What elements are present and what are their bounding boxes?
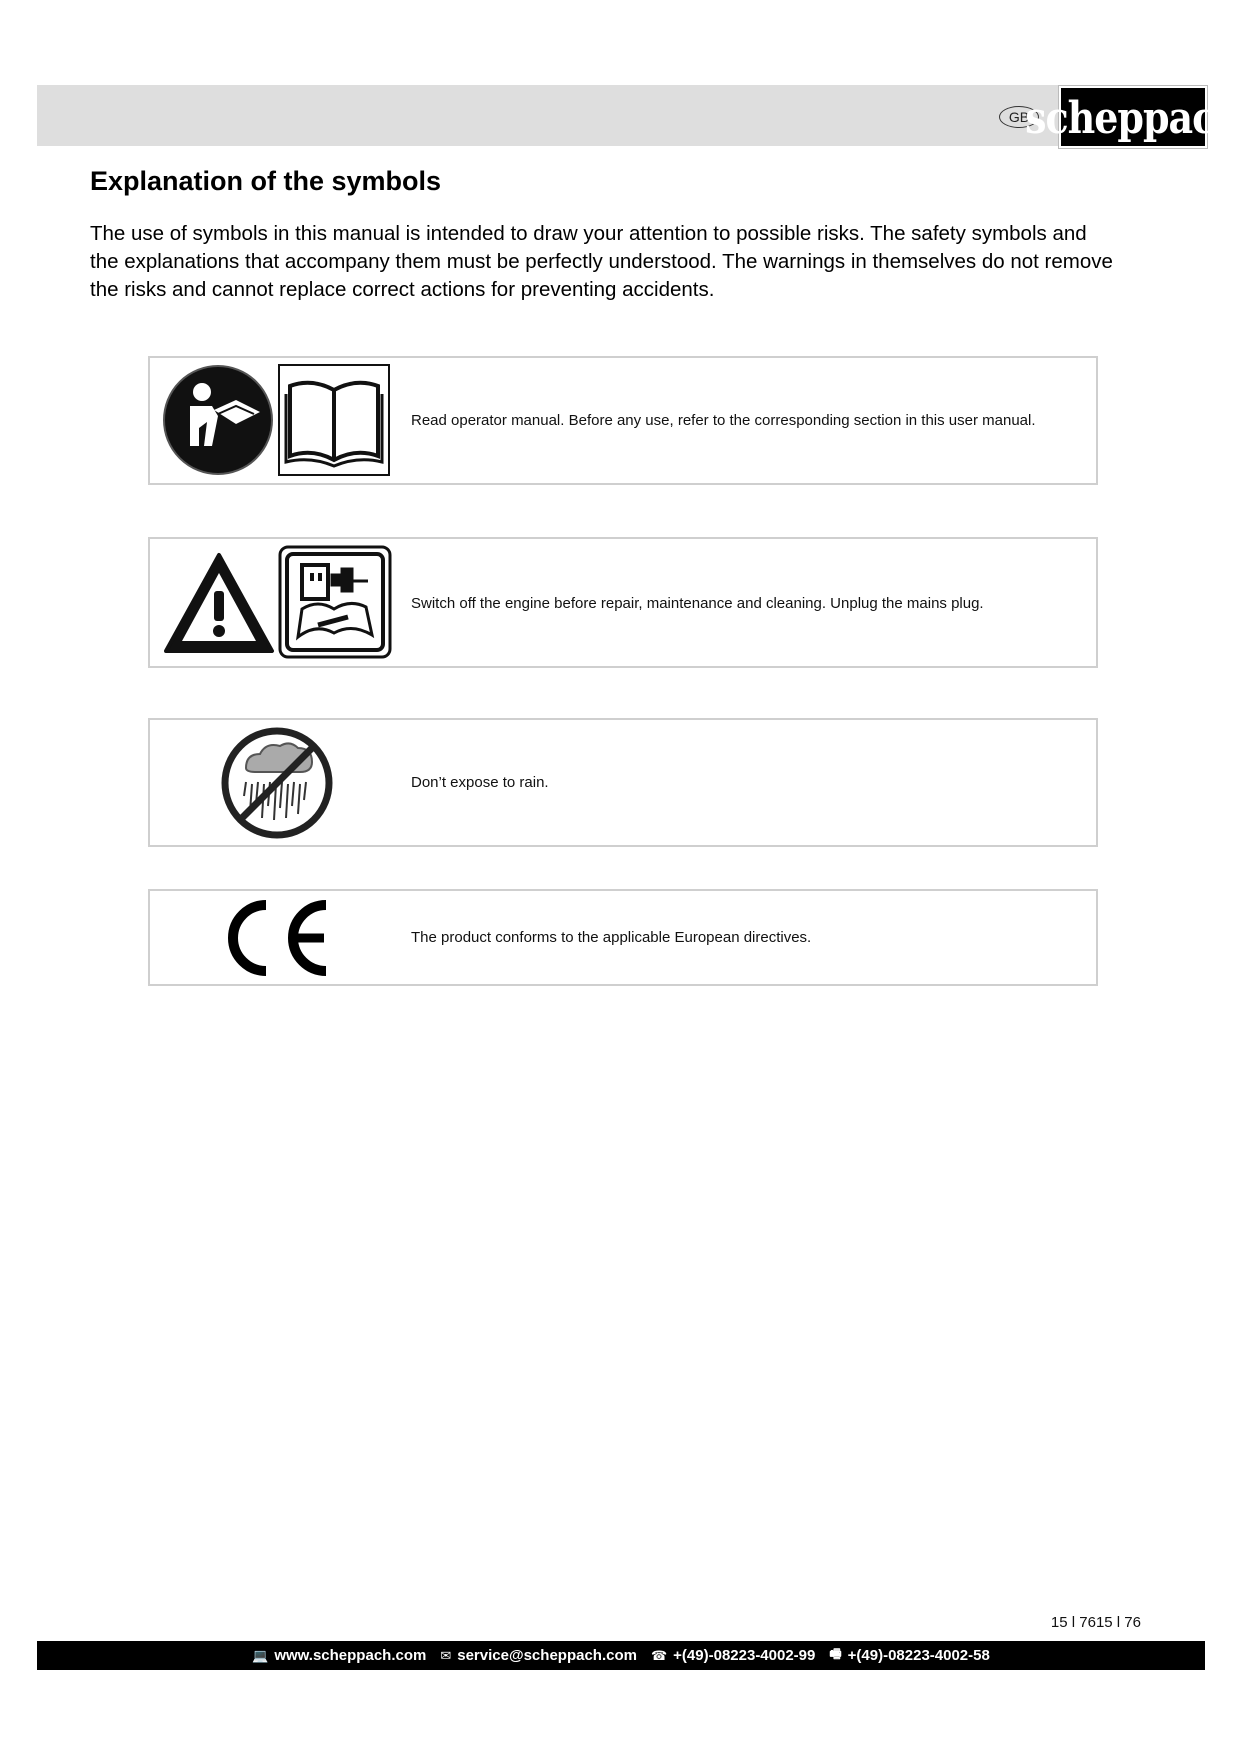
language-badge: GB (999, 106, 1039, 128)
warning-triangle-icon (162, 551, 276, 655)
page-title: Explanation of the symbols (90, 166, 442, 196)
symbol-description: The product conforms to the applicable European directives. (411, 929, 812, 946)
read-manual-icon (162, 364, 274, 476)
brand-logo (1025, 86, 1241, 148)
computer-icon: 💻 (252, 1647, 269, 1663)
footer-bar (37, 1641, 1205, 1670)
symbol-row-switch-off (148, 537, 1098, 668)
footer-phone (651, 1647, 815, 1664)
symbol-row-no-rain (148, 718, 1098, 847)
phone-icon: ☎ (650, 1647, 668, 1663)
footer-website[interactable] (252, 1647, 426, 1664)
brand-logo-text: scheppach (1025, 91, 1241, 143)
symbol-description: Don’t expose to rain. (411, 774, 549, 791)
no-rain-icon (220, 726, 334, 840)
intro-paragraph: The use of symbols in this manual is intended to draw your attention to possible risks. The safety symbols and the explanations that accompany them must be perfectly understood. The warnings in themselves do not remove the risks and cannot replace correct actions for preventing accidents. (90, 222, 1113, 301)
footer-phone-text: +(49)-08223-4002-99 (673, 1647, 816, 1664)
page-number: 15 l 7615 l 76 (1050, 1614, 1141, 1631)
fax-icon: 🖷 (829, 1645, 842, 1661)
symbol-description: Read operator manual. Before any use, refer to the corresponding section in this user manual. (411, 412, 1036, 429)
footer-fax (829, 1645, 989, 1667)
ce-mark-icon (220, 897, 334, 979)
symbol-row-read-manual (148, 356, 1098, 485)
symbol-row-ce (148, 889, 1098, 986)
unplug-maintenance-icon (278, 545, 392, 659)
footer-website-text: www.scheppach.com (274, 1647, 427, 1664)
footer-email[interactable] (440, 1647, 637, 1664)
open-book-icon (278, 364, 390, 476)
footer-fax-text: +(49)-08223-4002-58 (847, 1647, 990, 1664)
footer-email-text: service@scheppach.com (457, 1647, 637, 1664)
email-icon: ✉ (440, 1647, 452, 1663)
symbol-description: Switch off the engine before repair, maintenance and cleaning. Unplug the mains plug. (411, 595, 984, 612)
